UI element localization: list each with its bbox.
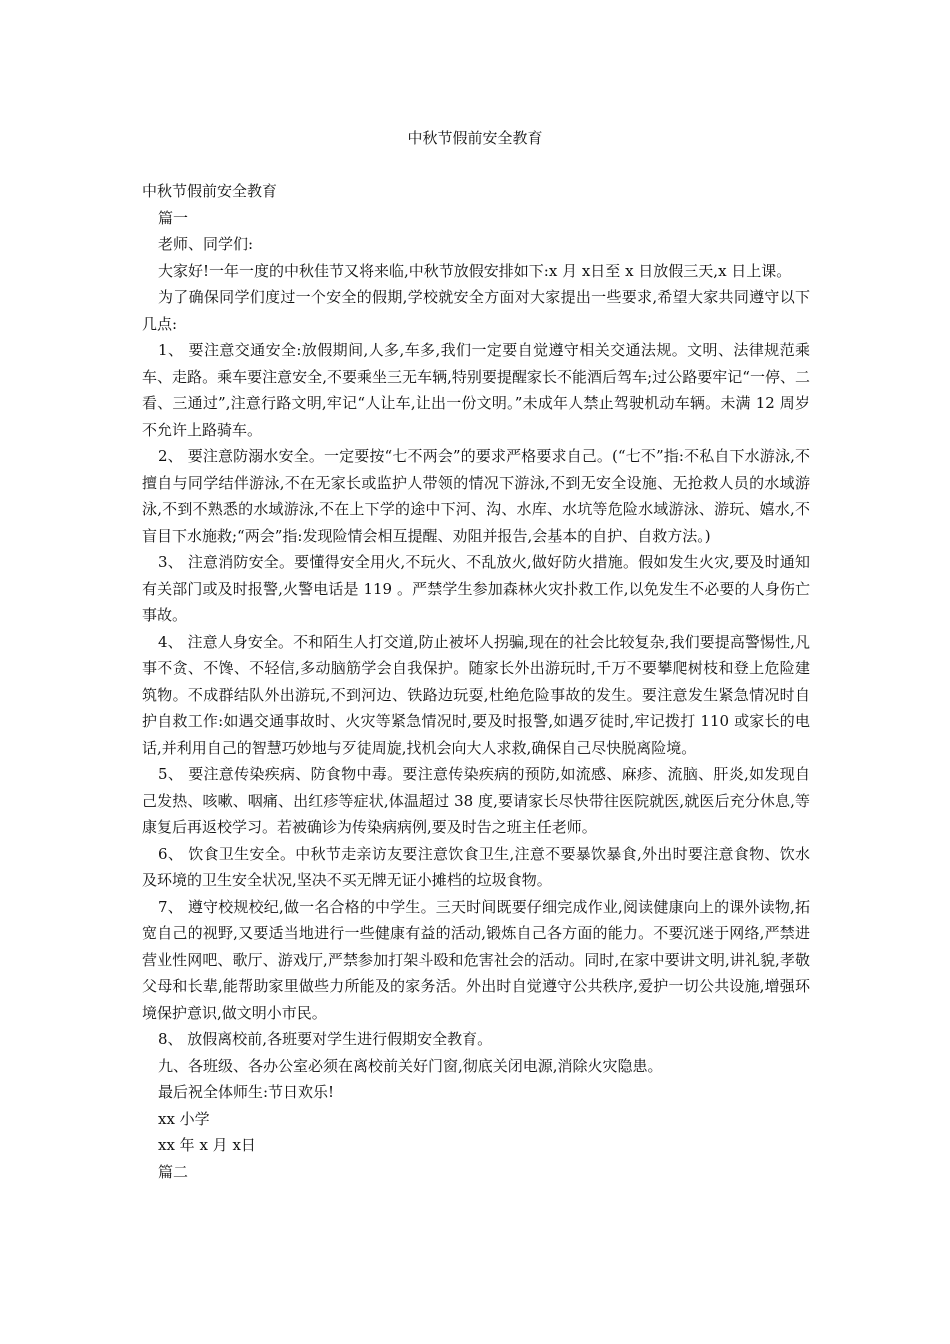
body-heading: 中秋节假前安全教育 [142, 182, 278, 200]
paragraph: 篇一 [158, 208, 189, 227]
document-title: 中秋节假前安全教育 [407, 129, 543, 147]
paragraph: 5、 要注意传染疾病、防食物中毒。要注意传染疾病的预防,如流感、麻疹、流脑、肝炎,如发现自己发热、咳嗽、咽痛、出红疹等症状,体温超过 38 度,要请家长尽快带往医院就医,就医后充分休息,等康复后再返校学习。若被确诊为传染病病例,要及时告之班主任老师。 [142, 765, 810, 836]
paragraph: 篇二 [158, 1162, 189, 1181]
paragraph: 老师、同学们: [158, 235, 254, 253]
paragraph: 最后祝全体师生:节日欢乐! [158, 1083, 335, 1101]
paragraph: 4、 注意人身安全。不和陌生人打交道,防止被坏人拐骗,现在的社会比较复杂,我们要提高警惕性,凡事不贪、不馋、不轻信,多动脑筋学会自我保护。随家长外出游玩时,千万不要攀爬树枝和登上危险建筑物。不成群结队外出游玩,不到河边、铁路边玩耍,杜绝危险事故的发生。要注意发生紧急情况时自护自救工作:如遇交通事故时、火灾等紧急情况时,要及时报警,如遇歹徒时,牢记拨打 110 或家长的电话,并利用自己的智慧巧妙地与歹徒周旋,找机会向大人求救,确保自己尽快脱离险境。 [142, 632, 810, 757]
paragraph: 1、 要注意交通安全:放假期间,人多,车多,我们一定要自觉遵守相关交通法规。文明、法律规范乘车、走路。乘车要注意安全,不要乘坐三无车辆,特别要提醒家长不能酒后驾车;过公路要牢记“一停、二看、三通过”,注意行路文明,牢记“人让车,让出一份文明。”未成年人禁止驾驶机动车辆。未满 12 周岁不允许上路骑车。 [142, 341, 810, 439]
paragraph: 3、 注意消防安全。要懂得安全用火,不玩火、不乱放火,做好防火措施。假如发生火灾,要及时通知有关部门或及时报警,火警电话是 119 。严禁学生参加森林火灾扑救工作,以免发生不必要的人身伤亡事故。 [142, 553, 810, 624]
paragraph: xx 小学 [158, 1109, 210, 1128]
paragraph: 7、 遵守校规校纪,做一名合格的中学生。三天时间既要仔细完成作业,阅读健康向上的课外读物,拓宽自己的视野,又要适当地进行一些健康有益的活动,锻炼自己各方面的能力。不要沉迷于网络,严禁进营业性网吧、歌厅、游戏厅,严禁参加打架斗殴和危害社会的活动。同时,在家中要讲文明,讲礼貌,孝敬父母和长辈,能帮助家里做些力所能及的家务活。外出时自觉遵守公共秩序,爱护一切公共设施,增强环境保护意识,做文明小市民。 [142, 897, 810, 1022]
paragraph: 6、 饮食卫生安全。中秋节走亲访友要注意饮食卫生,注意不要暴饮暴食,外出时要注意食物、饮水及环境的卫生安全状况,坚决不买无牌无证小摊档的垃圾食物。 [142, 844, 810, 889]
paragraph: 九、各班级、各办公室必须在离校前关好门窗,彻底关闭电源,消除火灾隐患。 [158, 1056, 663, 1075]
paragraph: 2、 要注意防溺水安全。一定要按“七不两会”的要求严格要求自己。(“七不”指:不私自下水游泳,不擅自与同学结伴游泳,不在无家长或监护人带领的情况下游泳,不到无安全设施、无抢救人员的水域游泳,不到不熟悉的水域游泳,不在上下学的途中下河、沟、水库、水坑等危险水域游泳、游玩、嬉水,不盲目下水施救;“两会”指:发现险情会相互提醒、劝阻并报告,会基本的自护、自救方法。) [142, 447, 810, 545]
paragraph: 8、 放假离校前,各班要对学生进行假期安全教育。 [158, 1030, 493, 1048]
document-body [142, 178, 810, 1185]
paragraph: 为了确保同学们度过一个安全的假期,学校就安全方面对大家提出一些要求,希望大家共同遵守以下几点: [142, 288, 810, 333]
paragraph: xx 年 x 月 x日 [158, 1136, 256, 1154]
paragraph: 大家好!一年一度的中秋佳节又将来临,中秋节放假安排如下:x 月 x日至 x 日放假三天,x 日上课。 [158, 261, 792, 280]
